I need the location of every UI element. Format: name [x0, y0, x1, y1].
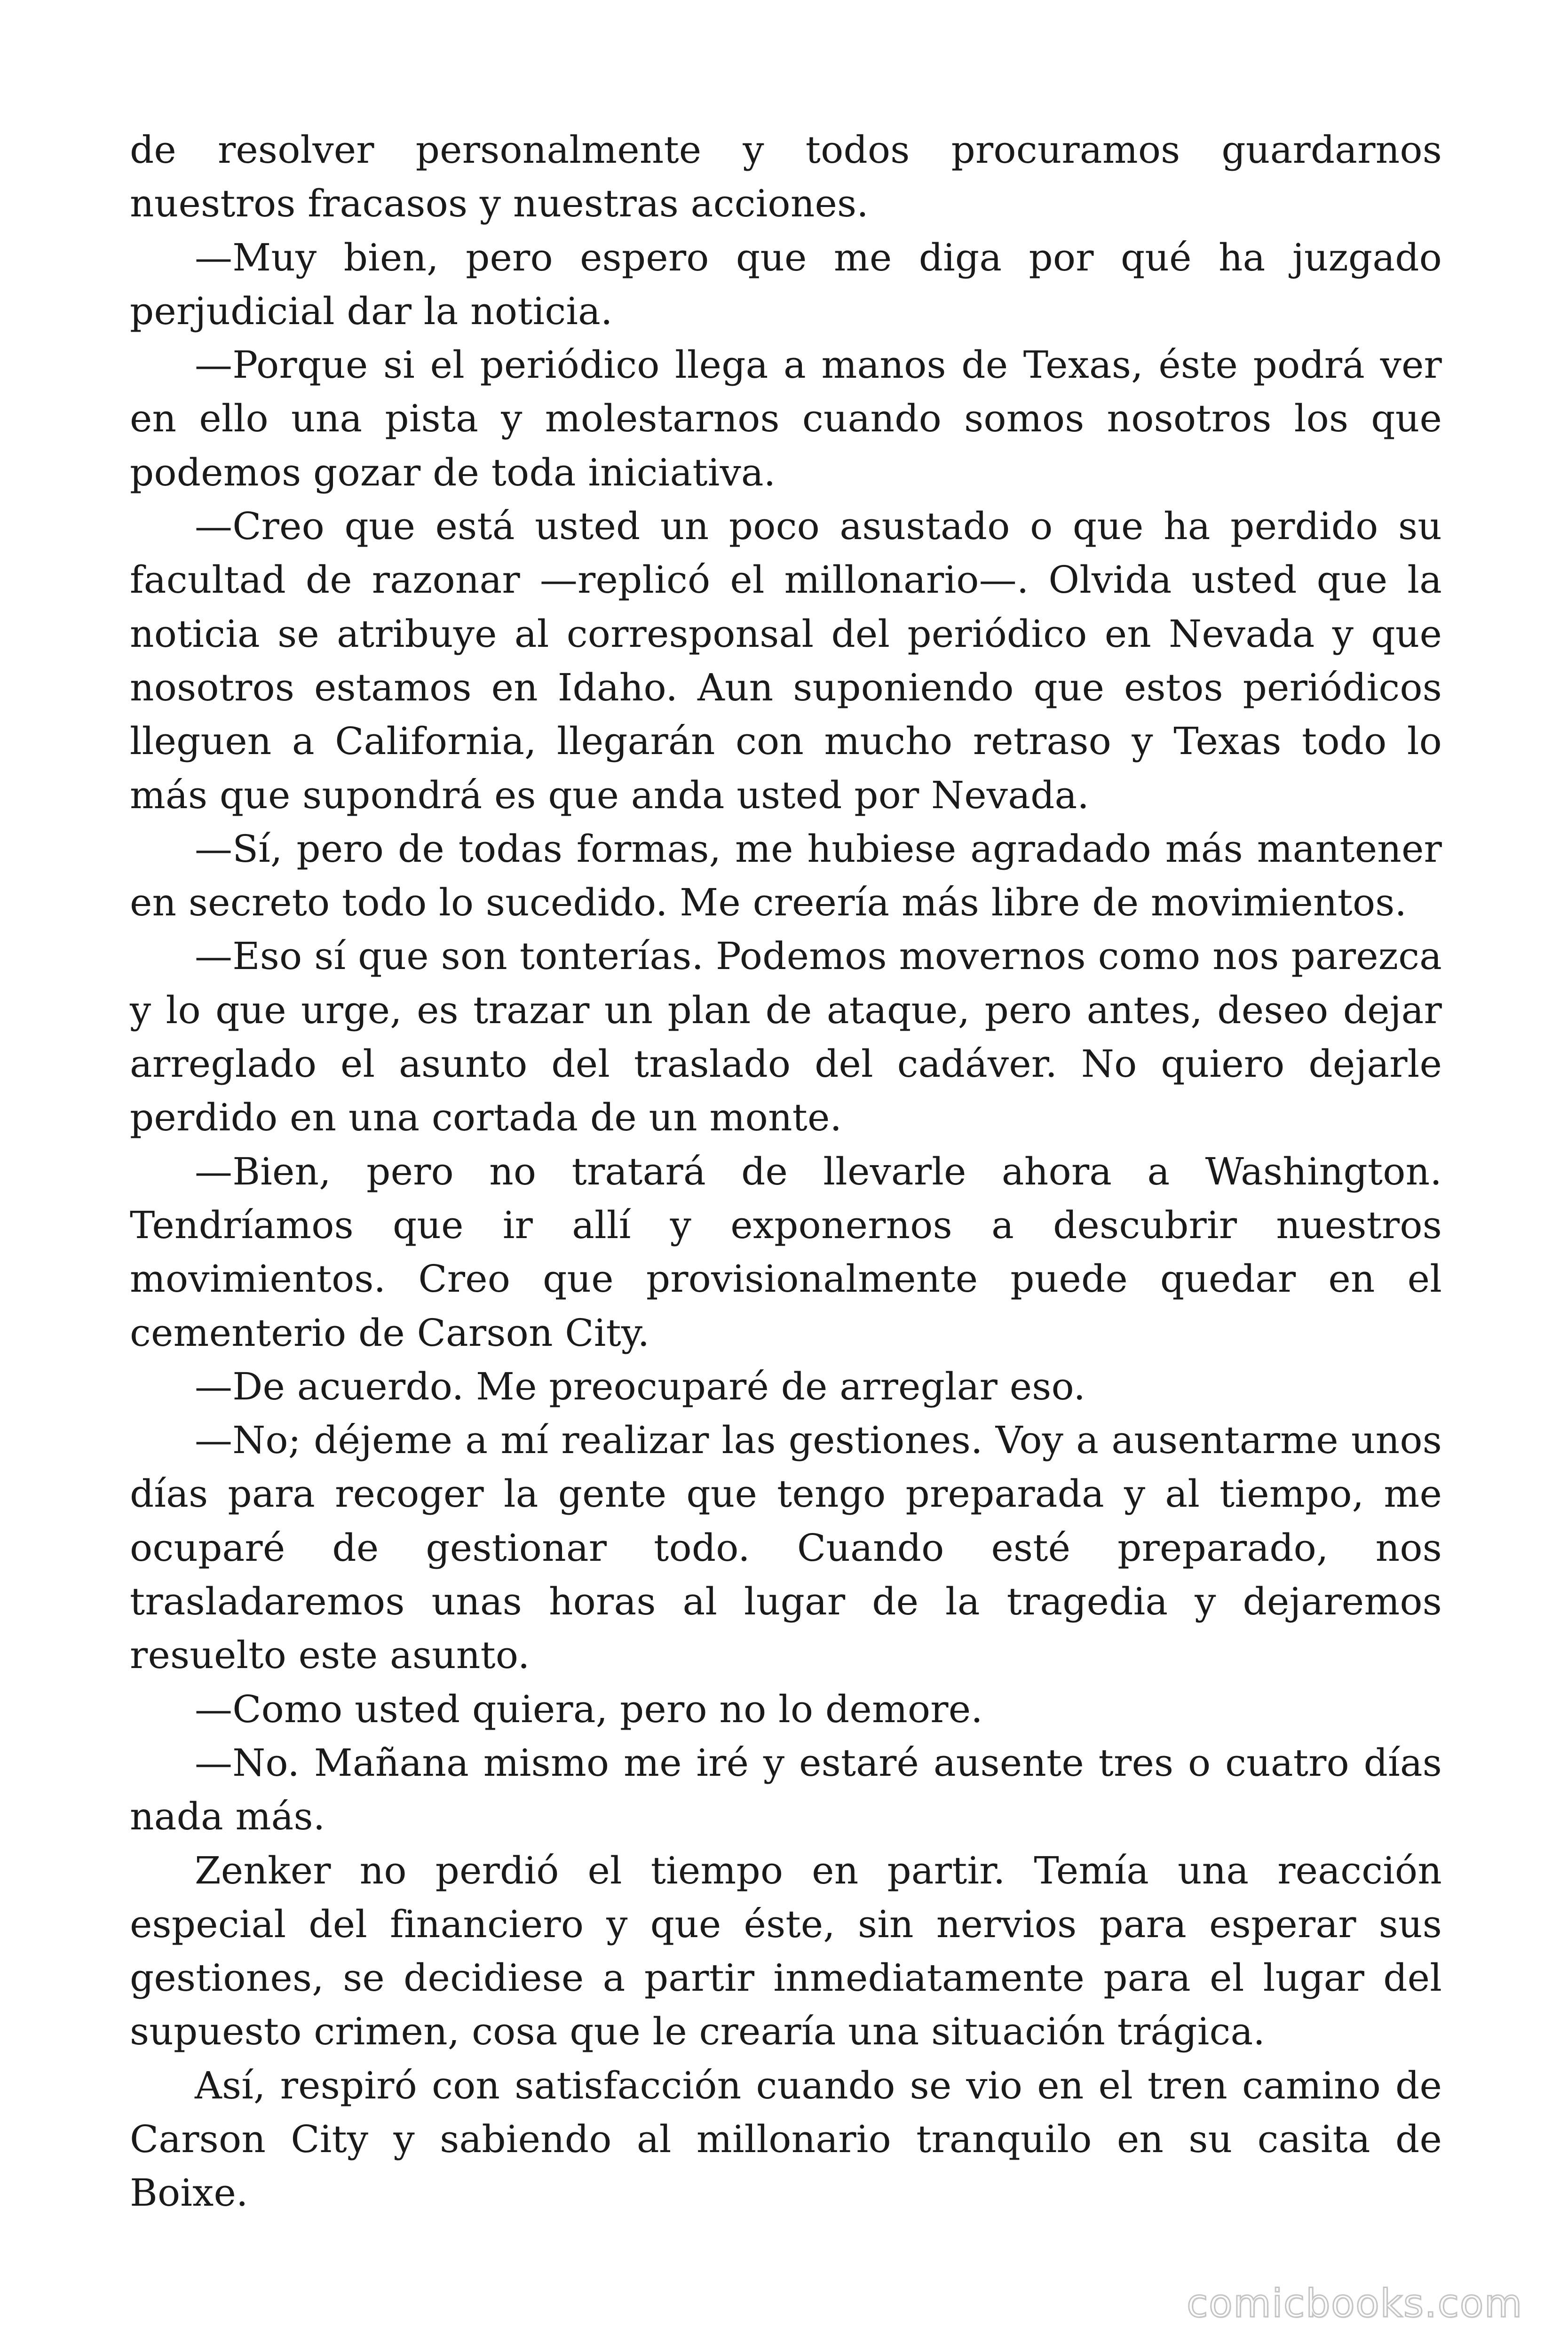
- paragraph-dialogue: —Bien, pero no tratará de llevarle ahora a Washington. Tendríamos que ir allí y exponernos a descubrir nuestros movimientos. Creo que provisionalmente puede quedar en el cementerio de Carson City.: [130, 1149, 1442, 1355]
- paragraph-dialogue: —Eso sí que son tonterías. Podemos movernos como nos parezca y lo que urge, es trazar un plan de ataque, pero antes, deseo dejar arreglado el asunto del traslado del cadáver. No quiero dejarle perdido en una cortada de un monte.: [130, 934, 1442, 1140]
- paragraph-dialogue: —Sí, pero de todas formas, me hubiese agradado más mantener en secreto todo lo sucedido. Me creería más libre de movimientos.: [130, 826, 1442, 925]
- paragraph-narration: Zenker no perdió el tiempo en partir. Temía una reacción especial del financiero y que éste, sin nervios para esperar sus gestiones, se decidiese a partir inmediatamente para el lugar del supuesto crimen, cosa que le crearía una situación trágica.: [130, 1848, 1442, 2054]
- paragraph-dialogue: —No; déjeme a mí realizar las gestiones. Voy a ausentarme unos días para recoger la gente que tengo preparada y al tiempo, me ocuparé de gestionar todo. Cuando esté preparado, nos trasladaremos unas horas al lugar de la tragedia y dejaremos resuelto este asunto.: [130, 1418, 1442, 1677]
- paragraph-dialogue: —De acuerdo. Me preocuparé de arreglar eso.: [195, 1364, 1086, 1408]
- page-text-body: [130, 123, 1442, 2220]
- paragraph-dialogue: —Porque si el periódico llega a manos de Texas, éste podrá ver en ello una pista y molestarnos cuando somos nosotros los que podemos gozar de toda iniciativa.: [130, 343, 1442, 494]
- paragraph-continuation: de resolver personalmente y todos procuramos guardarnos nuestros fracasos y nuestras acciones.: [130, 128, 1442, 226]
- paragraph-dialogue: —No. Mañana mismo me iré y estaré ausente tres o cuatro días nada más.: [130, 1740, 1442, 1839]
- paragraph-dialogue: —Como usted quiera, pero no lo demore.: [195, 1687, 983, 1731]
- paragraph-dialogue: —Creo que está usted un poco asustado o que ha perdido su facultad de razonar —replicó el millonario—. Olvida usted que la noticia se atribuye al corresponsal del periódico en Nevada y que nosotros estamos en Idaho. Aun suponiendo que estos periódicos lleguen a California, llegarán con mucho retraso y Texas todo lo más que supondrá es que anda usted por Nevada.: [130, 504, 1442, 817]
- watermark-text: comicbooks.com: [1187, 2281, 1523, 2326]
- paragraph-narration: Así, respiró con satisfacción cuando se vio en el tren camino de Carson City y sabiendo al millonario tranquilo en su casita de Boixe.: [130, 2063, 1442, 2215]
- paragraph-dialogue: —Muy bien, pero espero que me diga por qué ha juzgado perjudicial dar la noticia.: [130, 235, 1442, 333]
